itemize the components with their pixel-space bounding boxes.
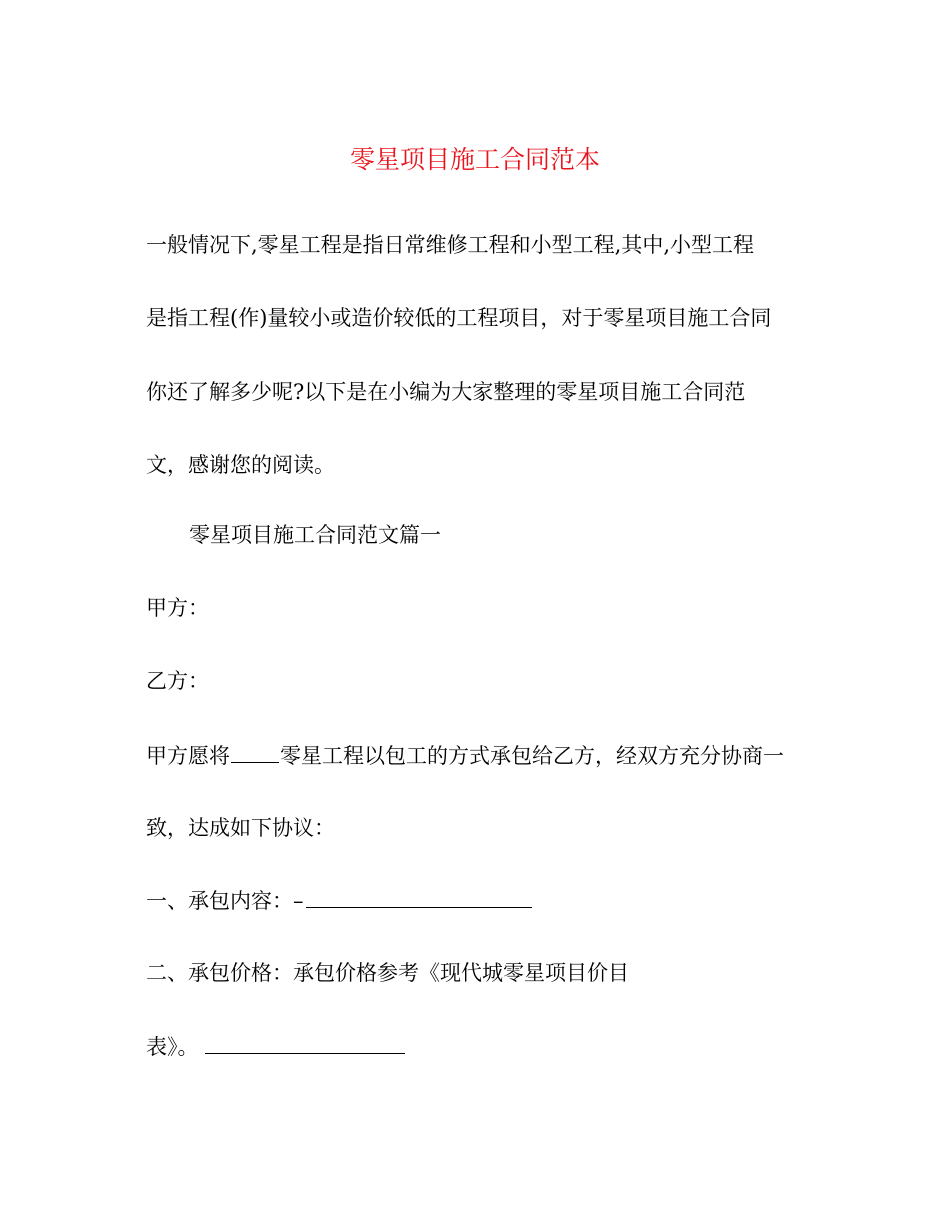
item-1-label: 一、承包内容：–: [146, 889, 304, 913]
intro-line-1: 一般情况下,零星工程是指日常维修工程和小型工程,其中,小型工程: [146, 233, 755, 257]
agreement-line-2: 致，达成如下协议：: [146, 816, 335, 840]
agreement-line-1: [146, 740, 784, 771]
item-1-line: [146, 885, 532, 916]
project-name-blank: [231, 740, 279, 763]
section-heading: 零星项目施工合同范文篇一: [189, 523, 441, 547]
intro-line-4: 文，感谢您的阅读。: [146, 453, 335, 477]
document-title: 零星项目施工合同范本: [349, 145, 600, 174]
item-2-text: 表》。: [146, 1035, 199, 1059]
agreement-text-after: 零星工程以包工的方式承包给乙方，经双方充分协商一: [280, 744, 784, 768]
item-2-line-1: 二、承包价格：承包价格参考《现代城零星项目价目: [146, 961, 629, 985]
item-2-line-2: [146, 1031, 405, 1062]
party-b-label: 乙方：: [146, 669, 209, 693]
party-a-label: 甲方：: [146, 596, 209, 620]
agreement-text-before: 甲方愿将: [146, 744, 230, 768]
price-blank: [205, 1031, 405, 1054]
intro-line-2: 是指工程(作)量较小或造价较低的工程项目，对于零星项目施工合同: [146, 306, 772, 330]
contract-content-blank: [306, 885, 532, 908]
intro-line-3: 你还了解多少呢?以下是在小编为大家整理的零星项目施工合同范: [146, 380, 746, 404]
